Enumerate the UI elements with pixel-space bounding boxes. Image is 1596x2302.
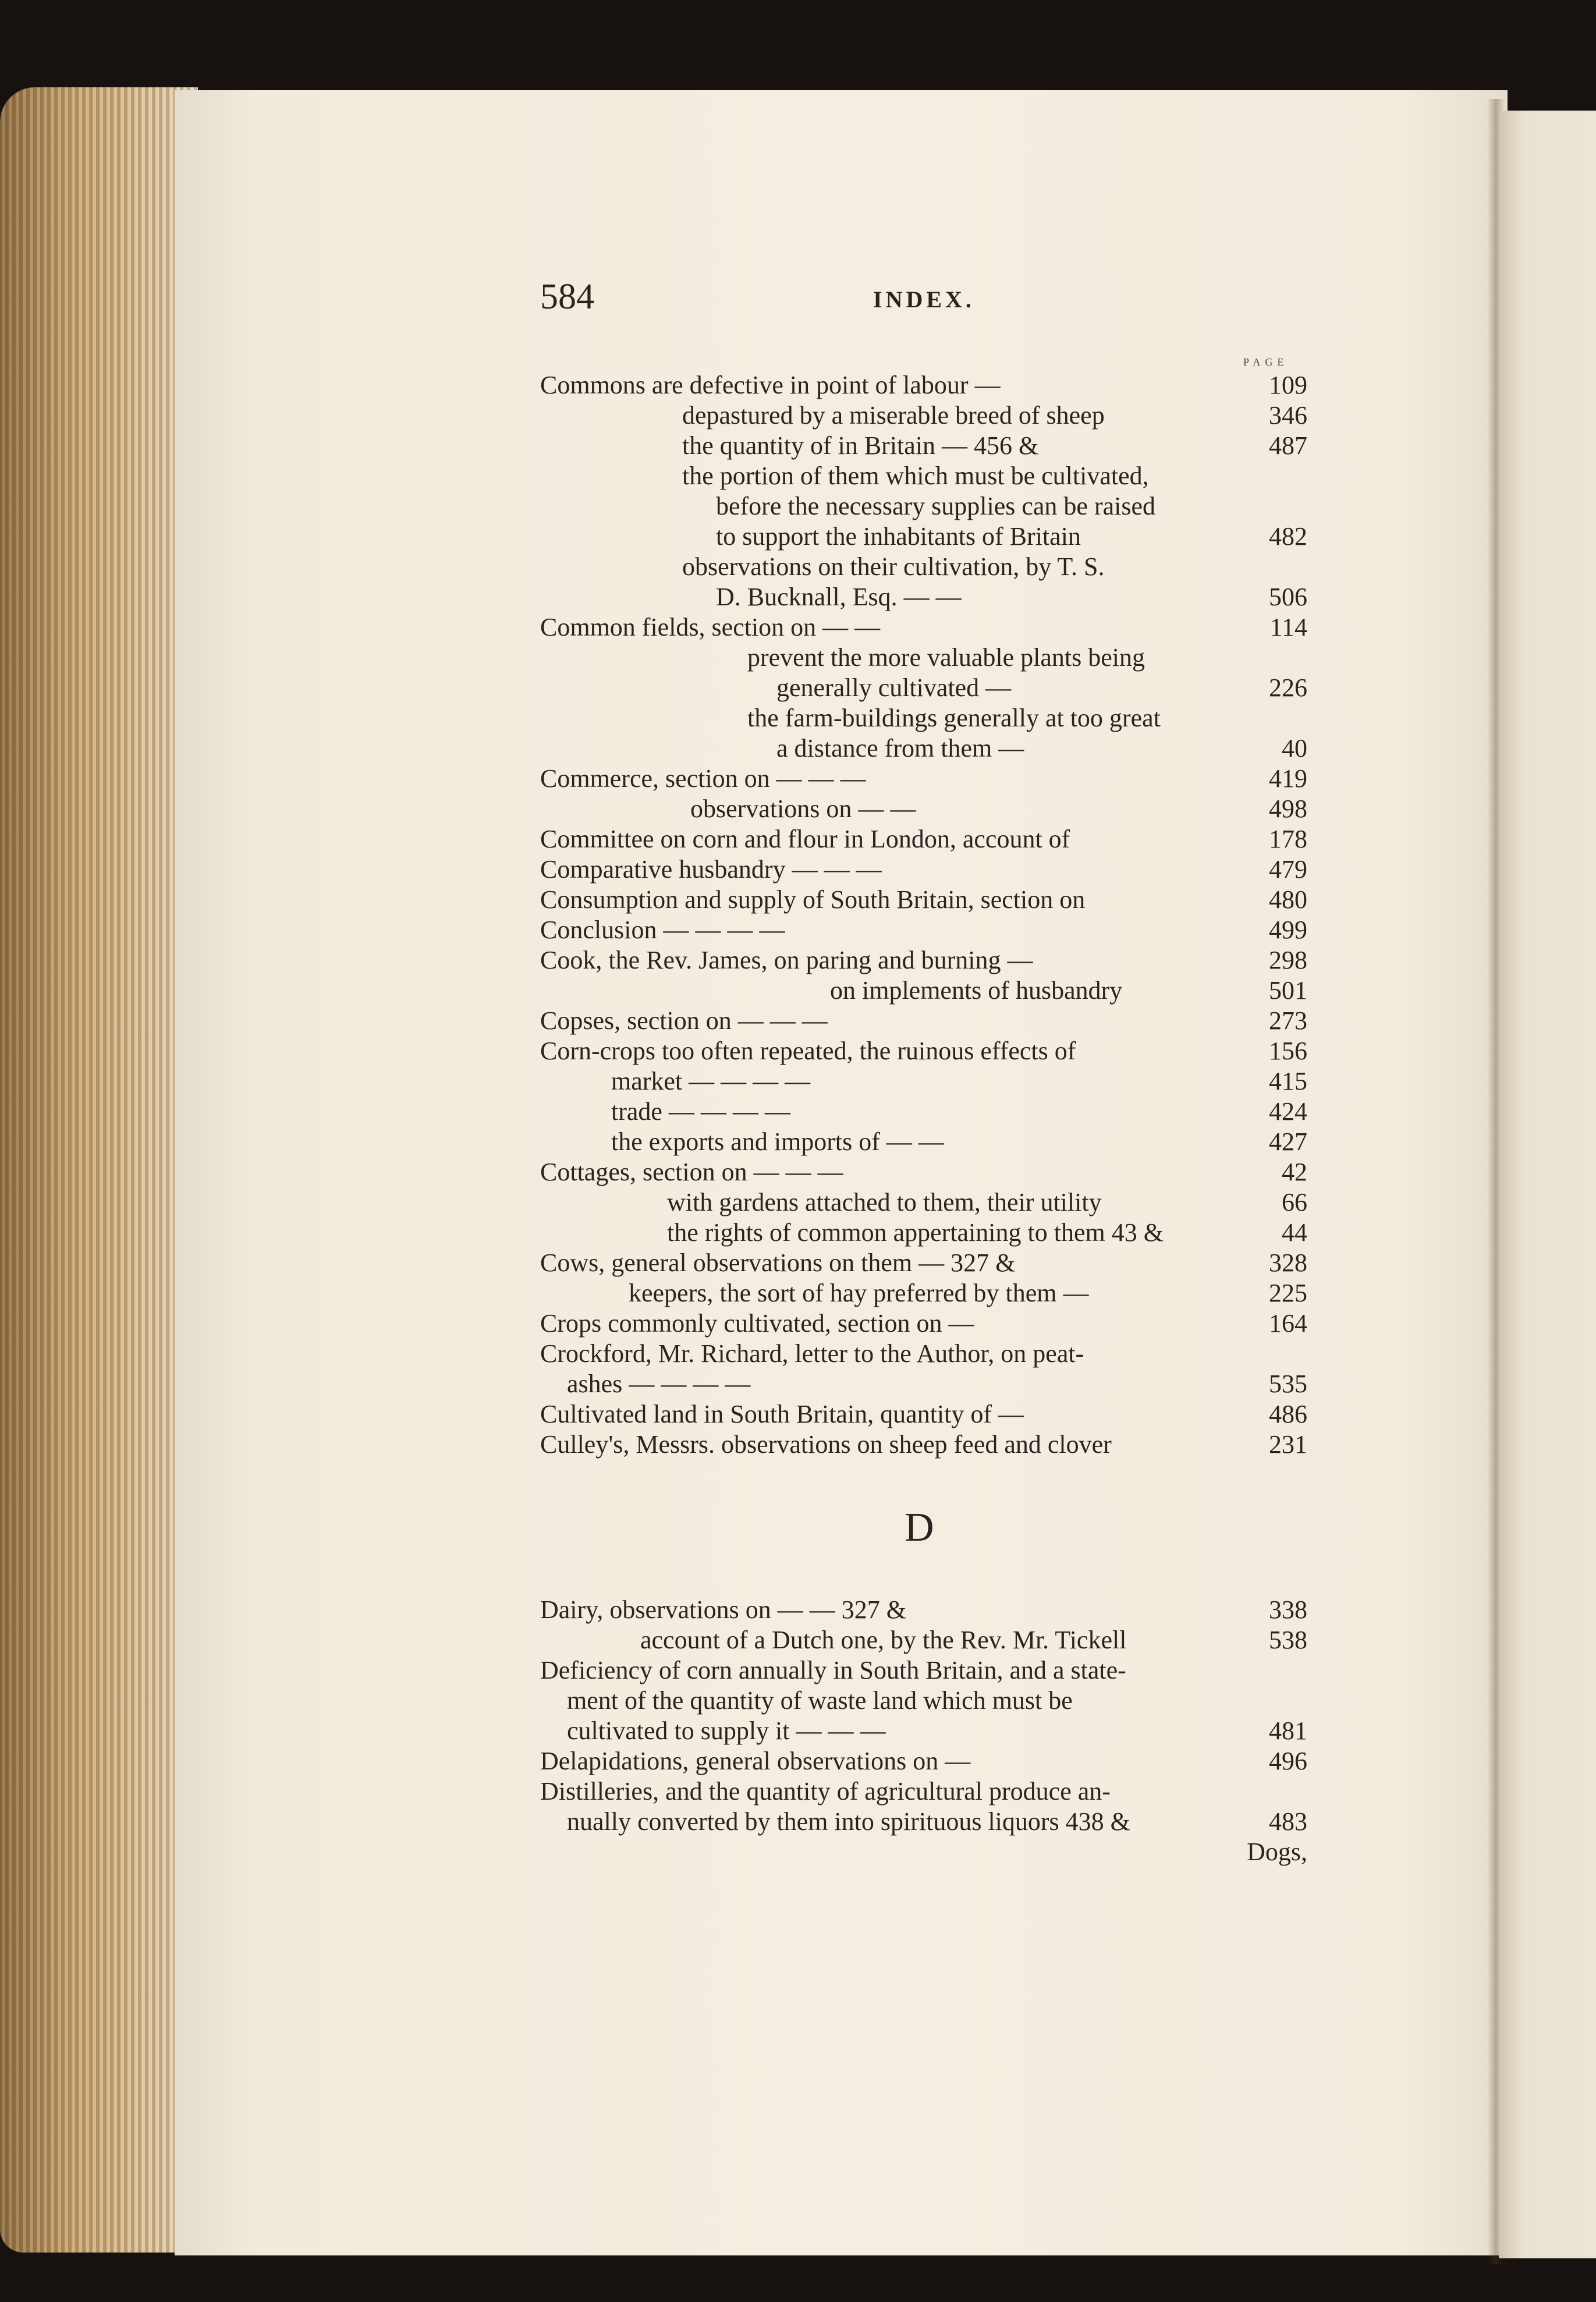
entry-text: generally cultivated —: [776, 673, 1012, 702]
index-line: [0, 1369, 1596, 1399]
entry-text: Cultivated land in South Britain, quantity of —: [540, 1400, 1024, 1428]
page-number: 156: [1269, 1037, 1307, 1065]
entry-text: ment of the quantity of waste land which must be: [567, 1686, 1073, 1715]
entry-text: Distilleries, and the quantity of agricultural produce an-: [540, 1777, 1111, 1806]
page-number: 178: [1269, 825, 1307, 853]
page-number: 538: [1269, 1626, 1307, 1654]
entry-text: Consumption and supply of South Britain, section on: [540, 885, 1086, 914]
entry-text: Comparative husbandry — — —: [540, 855, 882, 884]
index-line: [0, 370, 1596, 400]
page-number: 109: [1269, 371, 1307, 399]
entry-text: trade — — — —: [611, 1097, 790, 1126]
page-number: 501: [1269, 976, 1307, 1005]
index-line: [0, 976, 1596, 1006]
entry-text: Crops commonly cultivated, section on —: [540, 1309, 974, 1338]
index-line: [0, 582, 1596, 612]
catchword: Dogs,: [1247, 1838, 1307, 1866]
folio-number: 584: [540, 277, 594, 317]
index-line: [0, 522, 1596, 552]
index-line: [0, 1746, 1596, 1776]
index-line: [0, 461, 1596, 491]
entry-text: with gardens attached to them, their utility: [667, 1188, 1102, 1216]
entry-text: Cook, the Rev. James, on paring and burning —: [540, 946, 1033, 974]
entry-text: Commons are defective in point of labour —: [540, 371, 1001, 399]
entry-text: the rights of common appertaining to them 43 &: [667, 1218, 1164, 1247]
entry-text: nually converted by them into spirituous liquors 438 &: [567, 1807, 1130, 1836]
entry-text: on implements of husbandry: [830, 976, 1123, 1005]
index-line: [0, 1036, 1596, 1066]
page-number: 480: [1269, 885, 1307, 914]
index-line: [0, 1006, 1596, 1036]
index-line: [0, 1097, 1596, 1127]
index-line: [0, 1399, 1596, 1430]
page-number: 226: [1269, 673, 1307, 702]
page-number: 535: [1269, 1370, 1307, 1398]
index-line: [0, 885, 1596, 915]
entry-text: the exports and imports of — —: [611, 1127, 944, 1156]
index-line: [0, 854, 1596, 885]
index-line: [0, 1655, 1596, 1686]
page-number: 424: [1269, 1097, 1307, 1126]
index-line: [0, 915, 1596, 945]
index-line: [0, 1127, 1596, 1157]
entry-text: Deficiency of corn annually in South Britain, and a state-: [540, 1656, 1126, 1684]
entry-text: prevent the more valuable plants being: [747, 643, 1145, 672]
page-number: 496: [1269, 1747, 1307, 1775]
index-line: [0, 1625, 1596, 1655]
page-number: 498: [1269, 794, 1307, 823]
index-line: [0, 1066, 1596, 1097]
index-line: [0, 1157, 1596, 1187]
index-line: [0, 1308, 1596, 1339]
running-title: INDEX.: [873, 286, 975, 313]
page-number: 499: [1269, 916, 1307, 944]
entry-text: before the necessary supplies can be raised: [716, 492, 1156, 520]
entry-text: observations on their cultivation, by T. S.: [682, 552, 1105, 581]
page-number: 506: [1269, 583, 1307, 611]
page-number: 298: [1269, 946, 1307, 974]
index-line: [0, 612, 1596, 643]
page-number: 482: [1269, 522, 1307, 551]
entry-text: D. Bucknall, Esq. — —: [716, 583, 962, 611]
index-line: [0, 1686, 1596, 1716]
page-number: 273: [1269, 1006, 1307, 1035]
entry-text: Conclusion — — — —: [540, 916, 785, 944]
index-line: [0, 673, 1596, 703]
page-number: 44: [1282, 1218, 1307, 1247]
entry-text: depastured by a miserable breed of sheep: [682, 401, 1105, 430]
page-number: 225: [1269, 1279, 1307, 1307]
index-line: [0, 643, 1596, 673]
page-number: 42: [1282, 1158, 1307, 1186]
entry-text: Cows, general observations on them — 327 &: [540, 1248, 1016, 1277]
page-number: 114: [1269, 613, 1307, 641]
entry-text: the quantity of in Britain — 456 &: [682, 431, 1039, 460]
index-line: [0, 1187, 1596, 1218]
page-number: 481: [1269, 1716, 1307, 1745]
entry-text: ashes — — — —: [567, 1370, 751, 1398]
page-number: 40: [1282, 734, 1307, 762]
index-line: [0, 1218, 1596, 1248]
index-line: [0, 824, 1596, 854]
page-number: 419: [1269, 764, 1307, 793]
entry-text: Dairy, observations on — — 327 &: [540, 1595, 906, 1624]
entry-text: Common fields, section on — —: [540, 613, 881, 641]
entry-text: Corn-crops too often repeated, the ruinous effects of: [540, 1037, 1076, 1065]
entry-text: Copses, section on — — —: [540, 1006, 828, 1035]
entry-text: Commerce, section on — — —: [540, 764, 866, 793]
page-number: 483: [1269, 1807, 1307, 1836]
entry-text: Culley's, Messrs. observations on sheep feed and clover: [540, 1430, 1112, 1459]
section-letter: D: [905, 1505, 934, 1550]
page-number: 66: [1282, 1188, 1307, 1216]
index-line: [0, 552, 1596, 582]
index-line: [0, 491, 1596, 522]
index-line: [0, 431, 1596, 461]
entry-text: a distance from them —: [776, 734, 1024, 762]
index-line: [0, 1595, 1596, 1625]
entry-text: account of a Dutch one, by the Rev. Mr. Tickell: [640, 1626, 1127, 1654]
index-line: [0, 1339, 1596, 1369]
index-line: [0, 1776, 1596, 1807]
index-line: [0, 1248, 1596, 1278]
entry-text: keepers, the sort of hay preferred by them —: [629, 1279, 1089, 1307]
entry-text: Committee on corn and flour in London, account of: [540, 825, 1070, 853]
page-number: 486: [1269, 1400, 1307, 1428]
page-number: 231: [1269, 1430, 1307, 1459]
page-number: 427: [1269, 1127, 1307, 1156]
entry-text: to support the inhabitants of Britain: [716, 522, 1081, 551]
entry-text: the portion of them which must be cultivated,: [682, 462, 1149, 490]
page-number: 346: [1269, 401, 1307, 430]
page-number: 487: [1269, 431, 1307, 460]
index-line: [0, 400, 1596, 431]
page-column-label: PAGE: [1243, 356, 1289, 368]
page-number: 328: [1269, 1248, 1307, 1277]
entry-text: observations on — —: [690, 794, 916, 823]
index-line: [0, 945, 1596, 976]
index-line: [0, 1807, 1596, 1837]
index-line: [0, 794, 1596, 824]
page-number: 479: [1269, 855, 1307, 884]
entry-text: market — — — —: [611, 1067, 811, 1095]
index-line: [0, 1837, 1596, 1867]
entry-text: cultivated to supply it — — —: [567, 1716, 886, 1745]
index-line: [0, 764, 1596, 794]
entry-text: the farm-buildings generally at too great: [747, 704, 1161, 732]
page-number: 415: [1269, 1067, 1307, 1095]
entry-text: Cottages, section on — — —: [540, 1158, 843, 1186]
index-line: [0, 1716, 1596, 1746]
index-line: [0, 1430, 1596, 1460]
entry-text: Delapidations, general observations on —: [540, 1747, 971, 1775]
page-number: 338: [1269, 1595, 1307, 1624]
index-line: [0, 703, 1596, 733]
entry-text: Crockford, Mr. Richard, letter to the Author, on peat-: [540, 1339, 1084, 1368]
index-line: [0, 733, 1596, 764]
page-number: 164: [1269, 1309, 1307, 1338]
index-line: [0, 1278, 1596, 1308]
